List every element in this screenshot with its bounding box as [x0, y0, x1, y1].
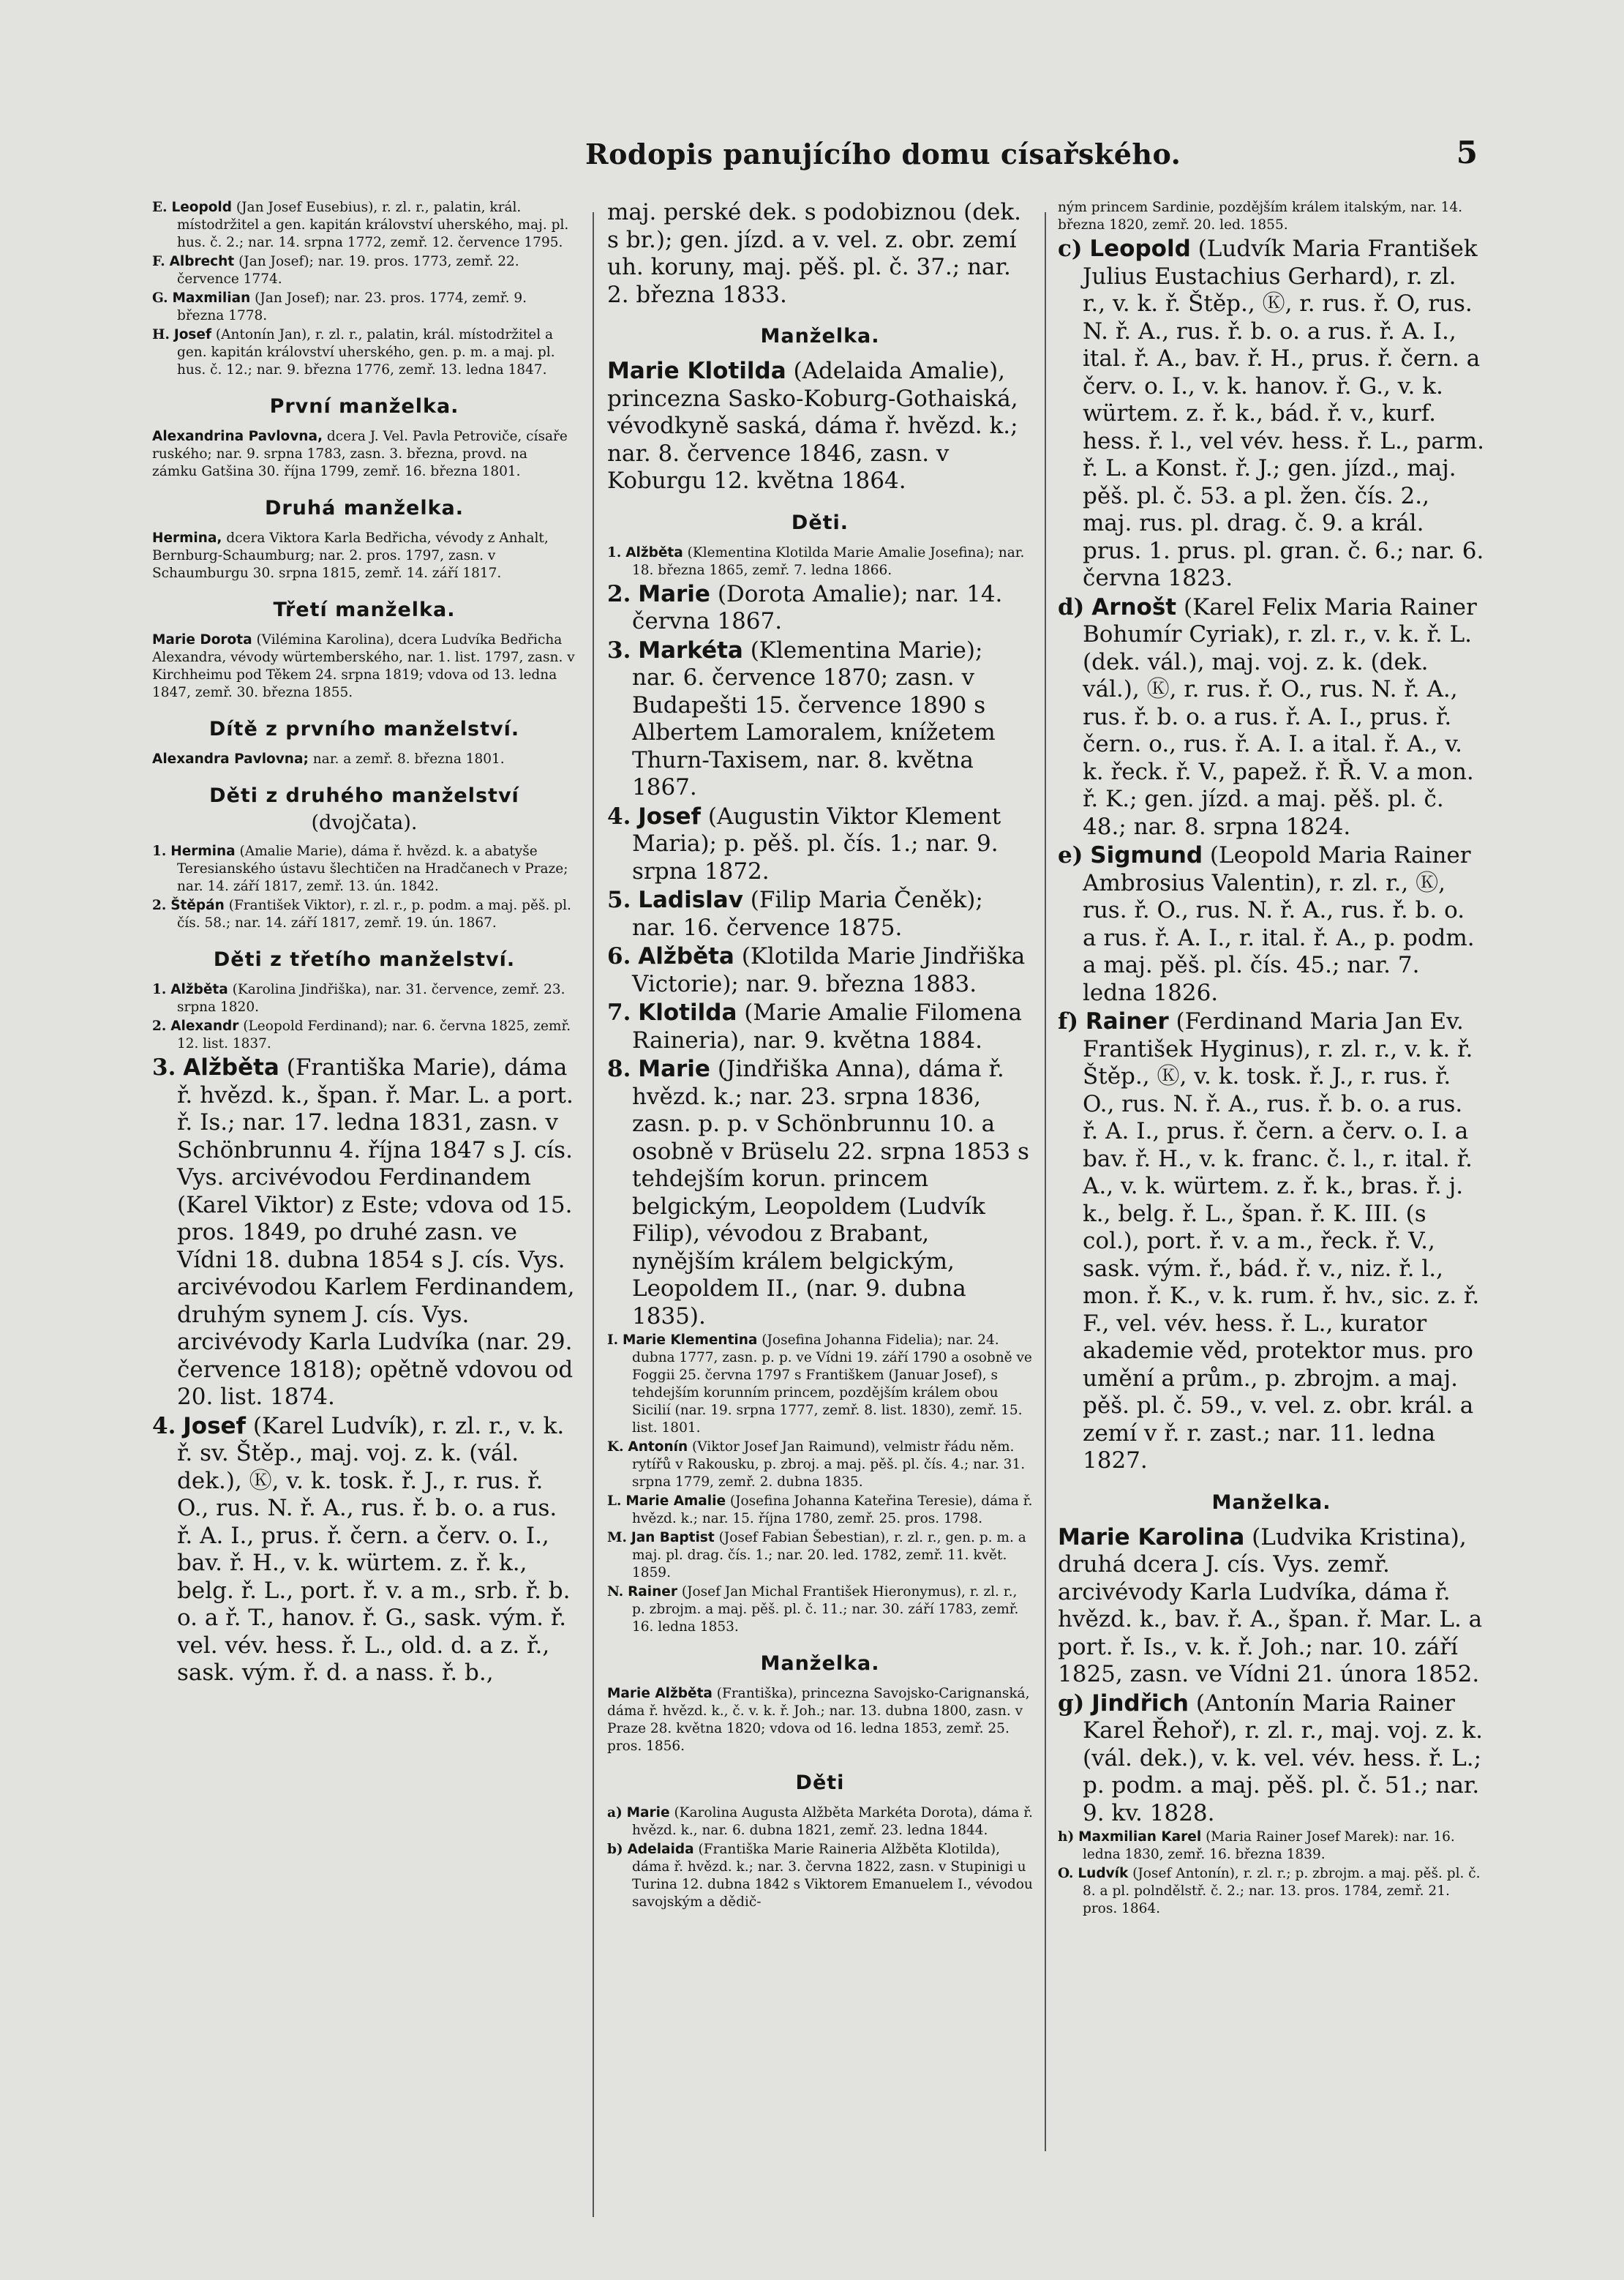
genealogy-entry	[152, 199, 576, 252]
genealogy-entry	[607, 1583, 1033, 1636]
entry-label: 3.	[607, 637, 631, 664]
section-heading: Manželka.	[760, 1652, 880, 1675]
genealogy-entry	[607, 637, 1033, 802]
genealogy-entry	[607, 943, 1033, 998]
section-heading: Děti	[795, 1771, 845, 1794]
entry-label: h)	[1058, 1829, 1075, 1845]
entry-text: (Leopold Ferdinand); nar. 6. června 1825, zemř. 12. list. 1837.	[177, 1019, 571, 1051]
entry-text: (Dorota Amalie); nar. 14. června 1867.	[632, 580, 1003, 634]
person-name: Alexandrina Pavlovna,	[152, 429, 323, 444]
entry-label: 2.	[152, 1019, 167, 1034]
person-name: Alžběta	[625, 544, 683, 560]
genealogy-entry	[152, 1413, 576, 1687]
genealogy-entry	[1058, 594, 1485, 841]
section-heading: Manželka.	[760, 325, 880, 348]
page-number: 5	[1456, 135, 1478, 170]
person-name: Marie Dorota	[152, 632, 252, 648]
entry-text: (Josefina Johanna Fidelia); nar. 24. dubna 1777, zasn. p. p. ve Vídni 19. září 1790 a osobně ve Foggii 25. června 1797 s Františkem (Januar Josef), s tehdejším korunním princem, pozdějším králem obou Sicilií (nar. 19. srpna 1777, zemř. 8. list. 1830), zemř. 15. list. 1801.	[632, 1332, 1032, 1436]
person-name: Markéta	[638, 637, 743, 664]
entry-label: I.	[607, 1332, 619, 1348]
entry-text: (Klotilda Marie Jindřiška Victorie); nar. 9. března 1883.	[632, 943, 1026, 997]
entry-text: (Františka Marie), dáma ř. hvězd. k., špan. ř. Mar. L. a port. ř. Is.; nar. 17. ledna 1831, zasn. v Schönbrunnu 4. října 1847 s J. cís. Vys. arcivévodou Ferdinandem (Karel Viktor) z Este; vdova od 15. pros. 1849, po druhé zasn. ve Vídni 18. dubna 1854 s J. cís. Vys. arcivévodou Karlem Ferdinandem, druhým synem J. cís. Vys. arcivévody Karla Ludvíka (nar. 29. července 1818); opětně vdovou od 20. list. 1874.	[177, 1054, 575, 1410]
entry-label: L.	[607, 1493, 622, 1509]
genealogy-entry	[152, 290, 576, 325]
genealogy-entry	[607, 1841, 1033, 1911]
person-name: Maxmilian	[172, 290, 251, 306]
entry-label: 5.	[607, 887, 631, 913]
section-heading: Děti z třetího manželství.	[213, 948, 516, 971]
entry-text: (Klementina Marie); nar. 6. července 1870; zasn. v Budapešti 15. července 1890 s Albertem Lamoralem, knížetem Thurn-Taxisem, nar. 8. května 1867.	[632, 637, 996, 800]
entry-text: (Jindřiška Anna), dáma ř. hvězd. k.; nar. 23. srpna 1836, zasn. p. p. v Schönbrunnu 10. a osobně v Brüselu 22. srpna 1853 s tehdejším korun. princem belgickým, Leopoldem (Ludvík Filip), vévodou z Brabant, nynějším králem belgickým, Leopoldem II., (nar. 9. dubna 1835).	[632, 1056, 1029, 1330]
genealogy-entry	[152, 326, 576, 379]
genealogy-entry	[1058, 842, 1485, 1007]
text-column-left	[152, 199, 576, 2233]
entry-text: (Jan Josef Eusebius), r. zl. r., palatin, král. místodržitel a gen. kapitán království uherského, maj. pl. hus. č. 2.; nar. 14. srpna 1772, zemř. 12. července 1795.	[177, 200, 569, 250]
person-name: Rainer	[1085, 1008, 1169, 1035]
entry-text: (Filip Maria Čeněk); nar. 16. července 1875.	[632, 887, 983, 941]
person-name: Marie	[638, 1056, 710, 1082]
genealogy-entry	[1058, 1690, 1485, 1828]
person-name: Ludvík	[1078, 1866, 1129, 1881]
genealogy-entry	[607, 544, 1033, 580]
entry-label: O.	[1058, 1866, 1074, 1881]
genealogy-entry	[607, 1056, 1033, 1330]
column-rule-right	[1045, 212, 1046, 2151]
section-heading: Druhá manželka.	[264, 497, 465, 520]
entry-text: (Klementina Klotilda Marie Amalie Josefina); nar. 18. března 1865, zemř. 7. ledna 1866.	[632, 544, 1025, 578]
person-name: Marie Karolina	[1058, 1523, 1245, 1550]
entry-text: dcera Viktora Karla Bedřicha, vévody z Anhalt, Bernburg-Schaumburg; nar. 2. pros. 1797, zasn. v Schaumburgu 30. srpna 1815, zemř. 14. září 1817.	[152, 530, 549, 581]
entry-text: (František Viktor), r. zl. r., p. podm. a maj. pěš. pl. čís. 58.; nar. 14. září 1817, zemř. 19. ún. 1867.	[177, 898, 571, 931]
person-name: Alžběta	[638, 943, 734, 970]
genealogy-entry	[607, 1685, 1033, 1755]
person-name: Adelaida	[627, 1842, 694, 1857]
person-name: Josef	[638, 803, 702, 830]
entry-label: N.	[607, 1584, 624, 1600]
entry-text: (Maria Rainer Josef Marek): nar. 16. ledna 1830, zemř. 16. března 1839.	[1083, 1829, 1455, 1862]
person-name: Leopold	[1089, 236, 1191, 262]
section-subheading: (dvojčata).	[311, 811, 418, 834]
entry-text: (Josef Jan Michal František Hieronymus), r. zl. r., p. zbrojm. a maj. pěš. pl. č. 11.; nar. 30. září 1783, zemř. 16. ledna 1853.	[632, 1584, 1019, 1635]
genealogy-entry	[152, 1054, 576, 1411]
entry-label: K.	[607, 1439, 624, 1455]
person-name: Marie	[626, 1805, 670, 1820]
entry-text: (Viktor Josef Jan Raimund), velmistr řádu něm. rytířů v Rakousku, p. zbroj. a maj. pěš. pl. čís. 4.; nar. 31. srpna 1779, zemř. 2. dubna 1835.	[632, 1439, 1026, 1490]
entry-label: G.	[152, 290, 168, 306]
entry-label: F.	[152, 254, 165, 269]
section-heading: Děti.	[791, 511, 849, 534]
entry-text: (Josef Antonín), r. zl. r.; p. zbrojm. a maj. pěš. pl. č. 8. a pl. polndělstř. č. 2.; nar. 13. pros. 1784, zemř. 21. pros. 1864.	[1083, 1866, 1481, 1916]
entry-text: ným princem Sardinie, pozdějším králem italským, nar. 14. března 1820, zemř. 20. led. 1855.	[1058, 200, 1463, 233]
entry-text: (Amalie Marie), dáma ř. hvězd. k. a abatyše Teresianského ústavu šlechtičen na Hradčanech v Praze; nar. 14. září 1817, zemř. 13. ún. 1842.	[177, 844, 568, 894]
entry-label: 1.	[152, 982, 167, 997]
genealogy-entry	[607, 803, 1033, 886]
genealogy-entry	[152, 843, 576, 896]
genealogy-entry	[152, 981, 576, 1016]
person-name: Alžběta	[170, 982, 228, 997]
genealogy-entry	[152, 253, 576, 288]
genealogy-entry	[607, 1529, 1033, 1582]
entry-label: d)	[1058, 593, 1085, 620]
entry-text: (Leopold Maria Rainer Ambrosius Valentin), r. zl. r., Ⓚ, rus. ř. O., rus. N. ř. A., rus. ř. b. o. a rus. ř. A. I., r. ital. ř. A., p. podm. a maj. pěš. pl. čís. 45.; nar. 7. ledna 1826.	[1083, 842, 1475, 1006]
genealogy-entry	[607, 199, 1033, 309]
entry-text: (Jan Josef); nar. 23. pros. 1774, zemř. 9. března 1778.	[177, 290, 527, 323]
entry-label: f)	[1058, 1008, 1079, 1035]
running-header	[585, 130, 1478, 181]
genealogy-entry	[1058, 1524, 1485, 1689]
person-name: Maxmilian Karel	[1078, 1829, 1202, 1845]
entry-text: (Karolina Jindřiška), nar. 31. července, zemř. 23. srpna 1820.	[177, 982, 565, 1015]
person-name: Marie	[638, 580, 710, 607]
entry-text: (Antonín Jan), r. zl. r., palatin, král. místodržitel a gen. kapitán království uherského, gen. p. m. a maj. pl. hus. č. 12.; nar. 9. března 1776, zemř. 13. ledna 1847.	[177, 327, 555, 378]
person-name: Josef	[183, 1412, 247, 1439]
person-name: Jan Baptist	[631, 1530, 715, 1545]
entry-label: H.	[152, 327, 170, 342]
genealogy-entry	[152, 530, 576, 582]
entry-label: a)	[607, 1805, 623, 1820]
person-name: Sigmund	[1090, 842, 1203, 869]
person-name: Alžběta	[183, 1054, 279, 1081]
person-name: Klotilda	[638, 1000, 737, 1026]
person-name: Rainer	[628, 1584, 677, 1600]
genealogy-entry	[152, 897, 576, 932]
genealogy-entry	[152, 751, 576, 768]
entry-label: c)	[1058, 236, 1083, 262]
person-name: Alexandra Pavlovna;	[152, 751, 309, 767]
entry-label: 6.	[607, 943, 631, 970]
person-name: Marie Klotilda	[607, 358, 786, 384]
entry-text: (Antonín Maria Rainer Karel Řehoř), r. zl. r., maj. voj. z. k. (vál. dek.), v. k. vel. vév. hess. ř. L.; p. podm. a maj. pěš. pl. č. 51.; nar. 9. kv. 1828.	[1083, 1690, 1483, 1826]
section-heading: Dítě z prvního manželství.	[208, 718, 520, 740]
entry-text: (Karel Felix Maria Rainer Bohumír Cyriak), r. zl. r., v. k. ř. L. (dek. vál.), maj. voj. z. k. (dek. vál.), Ⓚ, r. rus. ř. O., rus. N. ř. A., rus. ř. b. o. a rus. ř. A. I., prus. ř. čern. o., rus. ř. A. I. a ital. ř. A., v. k. řeck. ř. V., papež. ř. Ř. V. a mon. ř. K.; gen. jízd. a maj. pěš. pl. č. 48.; nar. 8. srpna 1824.	[1083, 593, 1477, 840]
entry-label: 2.	[607, 580, 631, 607]
entry-text: (Augustin Viktor Klement Maria); p. pěš. pl. čís. 1.; nar. 9. srpna 1872.	[632, 803, 1001, 885]
person-name: Josef	[173, 327, 212, 342]
person-name: Marie Amalie	[625, 1493, 726, 1509]
entry-text: (Ferdinand Maria Jan Ev. František Hyginus), r. zl. r., v. k. ř. Štěp., Ⓚ, v. k. tosk. ř. J., r. rus. ř. O., rus. N. ř. A., rus. ř. b. o. a rus. ř. A. I., prus. ř. čern. a červ. o. I. a bav. ř. H., v. k. franc. č. l., r. ital. ř. A., v. k. würtem. z. ř. k., bras. ř. j. k., belg. ř. L., špan. ř. K. III. (s col.), port. ř. v. a m., řeck. ř. V., sask. vým. ř., bád. ř. v., niz. ř. l., mon. ř. K., v. k. rum. ř. hv., sic. z. ř. F., vel. vév. hess. ř. L., kurator akademie věd, protektor mus. pro umění a prům., p. zbrojm. a maj. pěš. pl. č. 59., v. vel. z. obr. král. a zemí v ř. r. zast.; nar. 11. ledna 1827.	[1083, 1008, 1480, 1474]
person-name: Alexandr	[170, 1019, 239, 1034]
entry-text: (Josef Fabian Šebestian), r. zl. r., gen. p. m. a maj. pl. drag. čís. 1.; nar. 20. led. 1782, zemř. 11. květ. 1859.	[632, 1530, 1026, 1580]
entry-text: (Jan Josef); nar. 19. pros. 1773, zemř. 22. července 1774.	[177, 254, 519, 287]
entry-text: (Josefina Johanna Kateřina Teresie), dáma ř. hvězd. k.; nar. 15. října 1780, zemř. 25. pros. 1798.	[632, 1493, 1033, 1526]
entry-text: nar. a zemř. 8. března 1801.	[312, 751, 505, 767]
entry-label: e)	[1058, 842, 1083, 869]
entry-label: M.	[607, 1530, 627, 1545]
section-heading: První manželka.	[269, 395, 459, 418]
person-name: Antonín	[628, 1439, 688, 1455]
entry-label: 4.	[607, 803, 631, 830]
genealogy-entry	[1058, 236, 1485, 593]
entry-label: E.	[152, 200, 168, 215]
section-heading: Manželka.	[1211, 1490, 1331, 1514]
text-column-middle	[607, 199, 1033, 2233]
genealogy-entry	[607, 1493, 1033, 1528]
person-name: Hermina,	[152, 530, 222, 546]
entry-text: (Ludvík Maria František Julius Eustachius Gerhard), r. zl. r., v. k. ř. Štěp., Ⓚ, r. rus. ř. O, rus. N. ř. A., rus. ř. b. o. a rus. ř. A. I., ital. ř. A., bav. ř. H., prus. ř. čern. a červ. o. I., v. k. hanov. ř. G., v. k. würtem. z. ř. k., bád. ř. v., kurf. hess. ř. l., vel vév. hess. ř. L., parm. ř. L. a Konst. ř. J.; gen. jízd., maj. pěš. pl. č. 53. a pl. žen. čís. 2., maj. rus. pl. drag. č. 9. a král. prus. 1. prus. pl. gran. č. 6.; nar. 6. června 1823.	[1083, 236, 1484, 591]
entry-text: (Karolina Augusta Alžběta Markéta Dorota), dáma ř. hvězd. k., nar. 6. dubna 1821, zemř. 23. ledna 1844.	[632, 1805, 1033, 1838]
entry-text: maj. perské dek. s podobiznou (dek. s br.); gen. jízd. a v. vel. z. obr. zemí uh. koruny, maj. pěš. pl. č. 37.; nar. 2. března 1833.	[607, 199, 1022, 308]
entry-label: b)	[607, 1842, 623, 1857]
entry-text: (Františka), princezna Savojsko-Carignanská, dáma ř. hvězd. k., č. v. k. ř. Joh.; nar. 13. dubna 1800, zasn. v Praze 28. května 1820; vdova od 16. ledna 1853, zemř. 25. pros. 1856.	[607, 1686, 1030, 1754]
entry-text: (Marie Amalie Filomena Raineria), nar. 9. května 1884.	[632, 1000, 1022, 1054]
entry-text: (Karel Ludvík), r. zl. r., v. k. ř. sv. Štěp., maj. voj. z. k. (vál. dek.), Ⓚ, v. k. tosk. ř. J., r. rus. ř. O., rus. N. ř. A., rus. ř. b. o. a rus. ř. A. I., prus. ř. čern. a červ. o. I., bav. ř. H., v. k. würtem. z. ř. k., belg. ř. L., port. ř. v. a m., srb. ř. b. o. a ř. T., hanov. ř. G., sask. vým. ř. vel. vév. hess. ř. L., old. d. a z. ř., sask. vým. ř. d. a nass. ř. b.,	[177, 1412, 571, 1686]
genealogy-entry	[607, 358, 1033, 495]
entry-label: 8.	[607, 1056, 631, 1082]
text-column-right	[1058, 199, 1485, 2233]
person-name: Ladislav	[638, 887, 743, 913]
entry-label: g)	[1058, 1690, 1085, 1717]
person-name: Leopold	[171, 200, 233, 215]
entry-label: 3.	[152, 1054, 176, 1081]
genealogy-entry	[1058, 1865, 1485, 1918]
genealogy-entry	[607, 1439, 1033, 1491]
person-name: Marie Klementina	[623, 1332, 758, 1348]
genealogy-entry	[607, 887, 1033, 942]
header-title: Rodopis panujícího domu císařského.	[585, 138, 1181, 170]
genealogy-entry	[1058, 1008, 1485, 1475]
section-heading: Děti z druhého manželství	[209, 784, 519, 807]
entry-label: 4.	[152, 1412, 176, 1439]
genealogy-entry	[607, 1332, 1033, 1437]
entry-text: dcera J. Vel. Pavla Petroviče, císaře ruského; nar. 9. srpna 1783, zasn. 3. března, provd. na zámku Gatšina 30. října 1799, zemř. 16. března 1801.	[152, 429, 568, 479]
genealogy-entry	[152, 428, 576, 481]
entry-label: 1.	[152, 844, 167, 859]
person-name: Štěpán	[170, 898, 225, 913]
entry-text: (Vilémina Karolina), dcera Ludvíka Bedřicha Alexandra, vévody würtemberského, nar. 1. list. 1797, zasn. v Kirchheimu pod Těkem 24. srpna 1819; vdova od 13. ledna 1847, zemř. 30. března 1855.	[152, 632, 575, 700]
genealogy-entry	[607, 581, 1033, 636]
person-name: Hermina	[170, 844, 236, 859]
entry-text: (Ludvika Kristina), druhá dcera J. cís. Vys. zemř. arcivévody Karla Ludvíka, dáma ř. hvězd. k., bav. ř. A., špan. ř. Mar. L. a port. ř. Is., v. k. ř. Joh.; nar. 10. září 1825, zasn. ve Vídni 21. února 1852.	[1058, 1523, 1483, 1687]
entry-label: 1.	[607, 544, 622, 560]
person-name: Arnošt	[1091, 593, 1177, 620]
entry-label: 7.	[607, 1000, 631, 1026]
column-rule-left	[593, 212, 594, 2217]
section-heading: Třetí manželka.	[273, 599, 456, 621]
person-name: Marie Alžběta	[607, 1686, 713, 1701]
person-name: Albrecht	[169, 254, 235, 269]
genealogy-entry	[152, 1018, 576, 1053]
genealogy-entry	[1058, 199, 1485, 234]
genealogy-entry	[1058, 1829, 1485, 1864]
entry-label: 2.	[152, 898, 167, 913]
genealogy-entry	[152, 631, 576, 702]
genealogy-entry	[607, 1000, 1033, 1054]
entry-text: (Františka Marie Raineria Alžběta Klotilda), dáma ř. hvězd. k.; nar. 3. června 1822, zasn. v Stupinigi u Turina 12. dubna 1842 s Viktorem Emanuelem I., vévodou savojským a dědič-	[632, 1842, 1033, 1910]
person-name: Jindřich	[1091, 1690, 1189, 1717]
genealogy-entry	[607, 1804, 1033, 1840]
entry-text: (Adelaida Amalie), princezna Sasko-Koburg-Gothaiská, vévodkyně saská, dáma ř. hvězd. k.; nar. 8. července 1846, zasn. v Koburgu 12. května 1864.	[607, 358, 1018, 494]
